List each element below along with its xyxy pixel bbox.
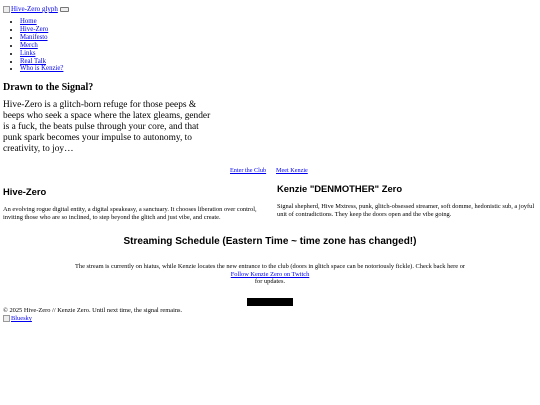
nav-item-who-is-kenzie — [20, 65, 63, 73]
bluesky-alt-text: Bluesky — [11, 315, 32, 322]
logo-alt-text: Hive-Zero glyph — [11, 5, 58, 13]
nav-link-who-is-kenzie[interactable]: Who is Kenzie? — [20, 65, 64, 73]
kenzie-card-title: Kenzie "DENMOTHER" Zero — [277, 183, 403, 194]
main-nav — [3, 18, 63, 73]
nav-item-merch — [20, 42, 63, 50]
nav-item-hive-zero — [20, 26, 63, 34]
nav-item-real-talk — [20, 58, 63, 66]
hero-text: Hive-Zero is a glitch-born refuge for those peeps & beeps who seek a space where the latex gleams, gender is a fuck, the beats pulse through your core, and that punk spark becomes your impulse to autonomy, to creativity, to joy… — [3, 100, 211, 154]
meet-kenzie-link[interactable]: Meet Kenzie — [276, 167, 308, 174]
kenzie-card-text: Signal shepherd, Hive Mxtress, punk, glitch-obsessed streamer, soft domme, hedonistic sub, a joyful unit of contradictions. They keep the doors open and the vibe going. — [277, 203, 535, 218]
black-bar — [247, 298, 293, 306]
broken-image-icon — [3, 315, 10, 322]
schedule-text-after: for updates. — [254, 278, 286, 286]
nav-link-hive-zero[interactable]: Hive-Zero — [20, 25, 49, 33]
schedule-text-before: The stream is currently on hiatus, while Kenzie locates the new entrance to the club (doors in glitch space can be notoriously fickle). Check back here or — [74, 263, 466, 270]
nav-link-merch[interactable]: Merch — [20, 41, 38, 49]
broken-image-icon — [3, 6, 10, 13]
hero-title: Drawn to the Signal? — [3, 82, 94, 93]
nav-link-links[interactable]: Links — [20, 49, 36, 57]
nav-link-home[interactable]: Home — [20, 18, 37, 25]
schedule-text — [0, 263, 540, 286]
nav-item-links — [20, 50, 63, 58]
nav-link-real-talk[interactable]: Real Talk — [20, 57, 47, 65]
site-header — [3, 4, 69, 14]
logo-link[interactable] — [3, 5, 58, 13]
hive-zero-card-title: Hive-Zero — [3, 186, 47, 197]
twitch-follow-link[interactable]: Follow Kenzie Zero on Twitch — [230, 270, 310, 278]
menu-toggle-button[interactable] — [60, 7, 69, 12]
nav-link-manifesto[interactable]: Manifesto — [20, 33, 48, 41]
hive-zero-card-text: An evolving rogue digital entity, a digital speakeasy, a sanctuary. It chooses liberation over control, inviting those who are so inclined, to step beyond the glitch and just vibe, and create. — [3, 206, 257, 221]
enter-club-link[interactable]: Enter the Club — [230, 167, 267, 174]
nav-item-manifesto — [20, 34, 63, 42]
schedule-title: Streaming Schedule (Eastern Time ~ time zone has changed!) — [123, 236, 417, 247]
footer-copyright: © 2025 Hive-Zero // Kenzie Zero. Until next time, the signal remains. — [3, 307, 183, 314]
nav-item-home — [20, 18, 63, 26]
bluesky-link[interactable] — [3, 315, 32, 322]
